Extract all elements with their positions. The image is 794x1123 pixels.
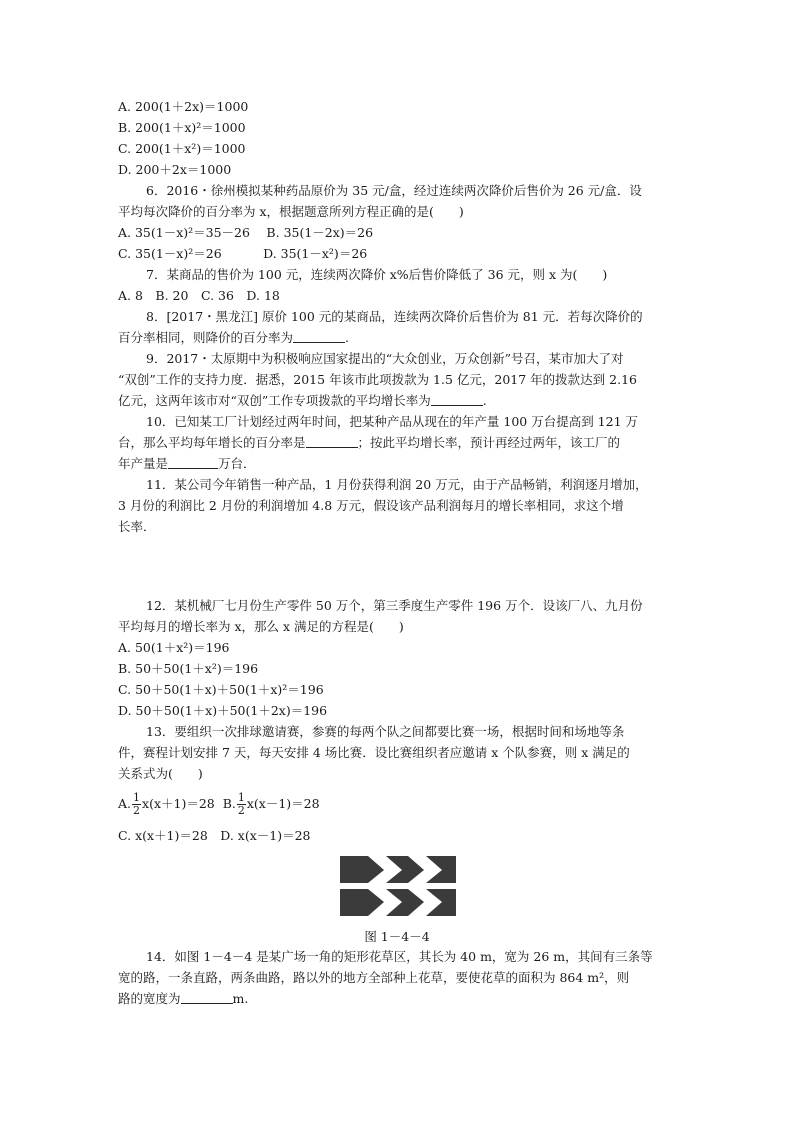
q10-answer-blank-2[interactable]	[168, 456, 218, 469]
fraction-denominator: 2	[237, 804, 245, 817]
q9-stem-line3	[118, 390, 487, 411]
q5-option-d: D. 200＋2x＝1000	[118, 162, 232, 177]
q10-text-c: 年产量是	[118, 456, 169, 471]
q13-stem-line3: 关系式为( )	[118, 766, 203, 781]
q12-option-b: B. 50＋50(1＋x²)＝196	[118, 661, 259, 676]
q5-option-c: C. 200(1＋x²)＝1000	[118, 141, 246, 156]
q13-option-b-expr: x(x－1)＝28	[246, 796, 320, 811]
q13-stem-line2: 件，赛程计划安排 7 天，每天安排 4 场比赛．设比赛组织者应邀请 x 个队参赛，则 x 满足的	[118, 745, 630, 760]
fraction-denominator: 2	[133, 804, 141, 817]
fraction-one-half-a	[132, 792, 141, 817]
q13-options-cd: C. x(x＋1)＝28 D. x(x－1)＝28	[118, 828, 311, 843]
q7-stem: 7．某商品的售价为 100 元，连续两次降价 x%后售价降低了 36 元，则 x 为( )	[146, 267, 608, 282]
q6-options-cd: C. 35(1－x)²＝26 D. 35(1－x²)＝26	[118, 246, 368, 261]
q13-option-a-expr: x(x＋1)＝28	[142, 796, 215, 811]
q12-stem-line1: 12．某机械厂七月份生产零件 50 万个，第三季度生产零件 196 万个．设该厂八、九月份	[146, 598, 643, 613]
q8-stem-line1: 8．[2017・黑龙江] 原价 100 元的某商品，连续两次降价后售价为 81 元．若每次降价的	[146, 309, 643, 324]
q14-stem-line3	[118, 988, 248, 1009]
q9-text: 亿元，这两年该市对“双创”工作专项拨款的平均增长率为	[118, 393, 431, 408]
q14-stem-line1: 14．如图 1－4－4 是某广场一角的矩形花草区，其长为 40 m，宽为 26 m，其间有三条等	[146, 949, 653, 964]
q10-stem-line2	[118, 432, 620, 453]
q10-answer-blank-1[interactable]	[306, 435, 358, 448]
q8-stem-line2	[118, 327, 349, 348]
q7-options: A. 8 B. 20 C. 36 D. 18	[118, 288, 280, 303]
q14-text: 路的宽度为	[118, 991, 181, 1006]
q6-stem-line1: 6．2016・徐州模拟某种药品原价为 35 元/盒，经过连续两次降价后售价为 26 元/盒．设	[146, 183, 642, 198]
q8-trailer: .	[345, 330, 349, 345]
q9-answer-blank[interactable]	[431, 393, 483, 406]
q10-stem-line3	[118, 453, 256, 474]
q5-option-b: B. 200(1＋x)²＝1000	[118, 120, 246, 135]
q9-stem-line2: “双创”工作的支持力度．据悉，2015 年该市此项拨款为 1.5 亿元，2017 年的拨款达到 2.16	[118, 372, 637, 387]
q12-option-a: A. 50(1＋x²)＝196	[118, 640, 230, 655]
figure-flowerbed-diagram	[340, 856, 456, 916]
q13-option-b-label: B.	[222, 796, 236, 811]
fraction-one-half-b	[237, 792, 246, 817]
q11-stem-line3: 长率．	[118, 519, 156, 534]
q14-answer-blank[interactable]	[181, 991, 233, 1004]
fraction-numerator: 1	[133, 791, 141, 804]
q5-option-a: A. 200(1＋2x)＝1000	[118, 99, 249, 114]
figure-caption: 图 1－4－4	[364, 929, 430, 944]
q10-text-a: 台，那么平均每年增长的百分率是	[118, 435, 306, 450]
straight-road	[340, 883, 456, 889]
q9-stem-line1: 9．2017・太原期中为积极响应国家提出的“大众创业，万众创新”号召，某市加大了对	[146, 351, 624, 366]
q6-options-ab: A. 35(1－x)²＝35－26 B. 35(1－2x)＝26	[118, 225, 374, 240]
q9-trailer: .	[482, 393, 487, 408]
fraction-numerator: 1	[237, 791, 245, 804]
q14-stem-line2: 宽的路，一条直路，两条曲路，路以外的地方全部种上花草，要使花草的面积为 864 m²，则	[118, 970, 630, 985]
q10-text-d: 万台．	[218, 456, 256, 471]
q8-answer-blank[interactable]	[293, 330, 345, 343]
q12-stem-line2: 平均每月的增长率为 x，那么 x 满足的方程是( )	[118, 619, 404, 634]
q6-stem-line2: 平均每次降价的百分率为 x，根据题意所列方程正确的是( )	[118, 204, 464, 219]
q10-stem-line1: 10．已知某工厂计划经过两年时间，把某种产品从现在的年产量 100 万台提高到 121 万	[146, 414, 639, 429]
q11-stem-line1: 11．某公司今年销售一种产品，1 月份获得利润 20 万元，由于产品畅销，利润逐月增加，	[146, 477, 648, 492]
q13-options-ab	[118, 792, 320, 817]
q14-unit: m.	[232, 991, 249, 1006]
q13-option-a-label: A.	[118, 796, 132, 811]
q12-option-d: D. 50＋50(1＋x)＋50(1＋2x)＝196	[118, 703, 328, 718]
q11-stem-line2: 3 月份的利润比 2 月份的利润增加 4.8 万元，假设该产品利润每月的增长率相同，求这个增	[118, 498, 624, 513]
q12-option-c: C. 50＋50(1＋x)＋50(1＋x)²＝196	[118, 682, 324, 697]
q8-text: 百分率相同，则降价的百分率为	[118, 330, 294, 345]
q10-text-b: ；按此平均增长率，预计再经过两年，该工厂的	[357, 435, 621, 450]
q13-stem-line1: 13．要组织一次排球邀请赛，参赛的每两个队之间都要比赛一场，根据时间和场地等条	[146, 724, 625, 739]
